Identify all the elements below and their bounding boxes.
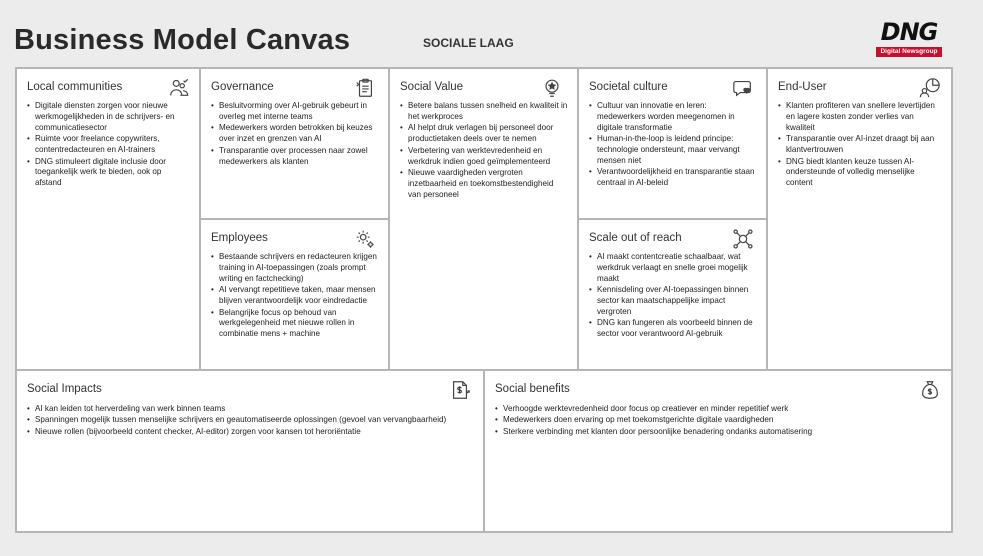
dng-logo — [875, 20, 943, 60]
list-item: • Medewerkers worden betrokken bij keuzes over inzet en grenzen van AI — [219, 123, 379, 145]
block-societal-culture — [578, 68, 767, 219]
chat-heart-icon — [732, 77, 754, 99]
people-check-icon — [168, 77, 190, 99]
list-item: • AI maakt contentcreatie schaalbaar, wat werkdruk verlaagt en snelle groei mogelijk maakt — [597, 252, 757, 285]
list-item: • Nieuwe vaardigheden vergroten inzetbaarheid en toekomstbestendigheid van personeel — [408, 168, 568, 201]
block-list — [211, 252, 379, 340]
block-list — [589, 252, 757, 340]
list-item: • Besluitvorming over AI-gebruik gebeurt in overleg met interne teams — [219, 101, 379, 123]
logo-tagline: Digital Newsgroup — [876, 47, 942, 57]
list-item: • Digitale diensten zorgen voor nieuwe werkmogelijkheden in de schrijvers- en communicatiesector — [35, 101, 190, 134]
list-item: • Transparantie over processen naar zowel medewerkers als klanten — [219, 146, 379, 168]
gears-icon — [354, 228, 376, 250]
list-item: • Nieuwe rollen (bijvoorbeeld content checker, AI-editor) zorgen voor kansen tot heroriëntatie — [35, 427, 474, 438]
block-title: Local communities — [27, 81, 123, 93]
list-item: • Bestaande schrijvers en redacteuren krijgen training in AI-toepassingen (zoals prompt writing en factchecking) — [219, 252, 379, 285]
block-title: Social benefits — [495, 383, 570, 395]
list-item: • DNG stimuleert digitale inclusie door toegankelijk werk te bieden, ook op afstand — [35, 157, 190, 190]
block-title: Social Value — [400, 81, 464, 93]
clipboard-icon — [354, 77, 376, 99]
block-governance — [200, 68, 389, 219]
block-list — [27, 101, 190, 189]
block-social-value — [389, 68, 578, 370]
page-title: Business Model Canvas — [14, 24, 351, 56]
list-item: • Spanningen mogelijk tussen menselijke schrijvers en geautomatiseerde oplossingen (gevoel van vervangbaarheid) — [35, 415, 474, 426]
block-title: End-User — [778, 81, 827, 93]
block-title: Scale out of reach — [589, 232, 682, 244]
list-item: • Medewerkers doen ervaring op met toekomstgerichte digitale vaardigheden — [503, 415, 942, 426]
list-item: • Sterkere verbinding met klanten door persoonlijke benadering ondanks automatisering — [503, 427, 942, 438]
list-item: • Ruimte voor freelance copywriters, contentredacteuren en AI-trainers — [35, 134, 190, 156]
block-list — [778, 101, 942, 189]
list-item: • AI kan leiden tot herverdeling van werk binnen teams — [35, 404, 474, 415]
block-list — [400, 101, 568, 201]
list-item: • Human-in-the-loop is leidend principe: technologie ondersteunt, maar vervangt mensen niet — [597, 134, 757, 167]
money-bag-icon — [919, 379, 941, 401]
business-model-canvas — [15, 67, 953, 533]
list-item: • Verbetering van werktevredenheid en werkdruk indien goed geïmplementeerd — [408, 146, 568, 168]
block-list — [211, 101, 379, 167]
lightbulb-star-icon — [541, 77, 563, 99]
block-list — [589, 101, 757, 189]
logo-mark: DNG — [880, 18, 938, 46]
list-item: • Verhoogde werktevredenheid door focus op creatiever en minder repetitief werk — [503, 404, 942, 415]
list-item: • Belangrijke focus op behoud van werkgelegenheid met nieuwe rollen in combinatie mens + machine — [219, 308, 379, 341]
list-item: • DNG kan fungeren als voorbeeld binnen de sector voor verantwoord AI-gebruik — [597, 318, 757, 340]
block-social-impacts — [16, 370, 484, 532]
block-scale-out-of-reach — [578, 219, 767, 370]
list-item: • DNG biedt klanten keuze tussen AI-ondersteunde of volledig menselijke content — [786, 157, 942, 190]
block-list — [27, 404, 474, 438]
page-subtitle: SOCIALE LAAG — [423, 36, 514, 50]
block-employees — [200, 219, 389, 370]
block-title: Societal culture — [589, 81, 668, 93]
document-dollar-icon — [449, 379, 471, 401]
block-social-benefits — [484, 370, 952, 532]
network-icon — [732, 228, 754, 250]
list-item: • Klanten profiteren van snellere levertijden en lagere kosten zonder verlies van kwaliteit — [786, 101, 942, 134]
block-title: Employees — [211, 232, 268, 244]
list-item: • Transparantie over AI-inzet draagt bij aan klantvertrouwen — [786, 134, 942, 156]
list-item: • AI vervangt repetitieve taken, maar mensen blijven verantwoordelijk voor eindredactie — [219, 285, 379, 307]
block-title: Governance — [211, 81, 274, 93]
block-title: Social Impacts — [27, 383, 102, 395]
block-end-user — [767, 68, 952, 370]
list-item: • Kennisdeling over AI-toepassingen binnen sector kan maatschappelijke impact vergroten — [597, 285, 757, 318]
list-item: • AI helpt druk verlagen bij personeel door productietaken deels over te nemen — [408, 123, 568, 145]
list-item: • Cultuur van innovatie en leren: medewerkers worden meegenomen in digitale transformatie — [597, 101, 757, 134]
block-list — [495, 404, 942, 438]
list-item: • Verantwoordelijkheid en transparantie staan centraal in AI-beleid — [597, 167, 757, 189]
user-pie-icon — [919, 77, 941, 99]
block-local-communities — [16, 68, 200, 370]
list-item: • Betere balans tussen snelheid en kwaliteit in het werkproces — [408, 101, 568, 123]
